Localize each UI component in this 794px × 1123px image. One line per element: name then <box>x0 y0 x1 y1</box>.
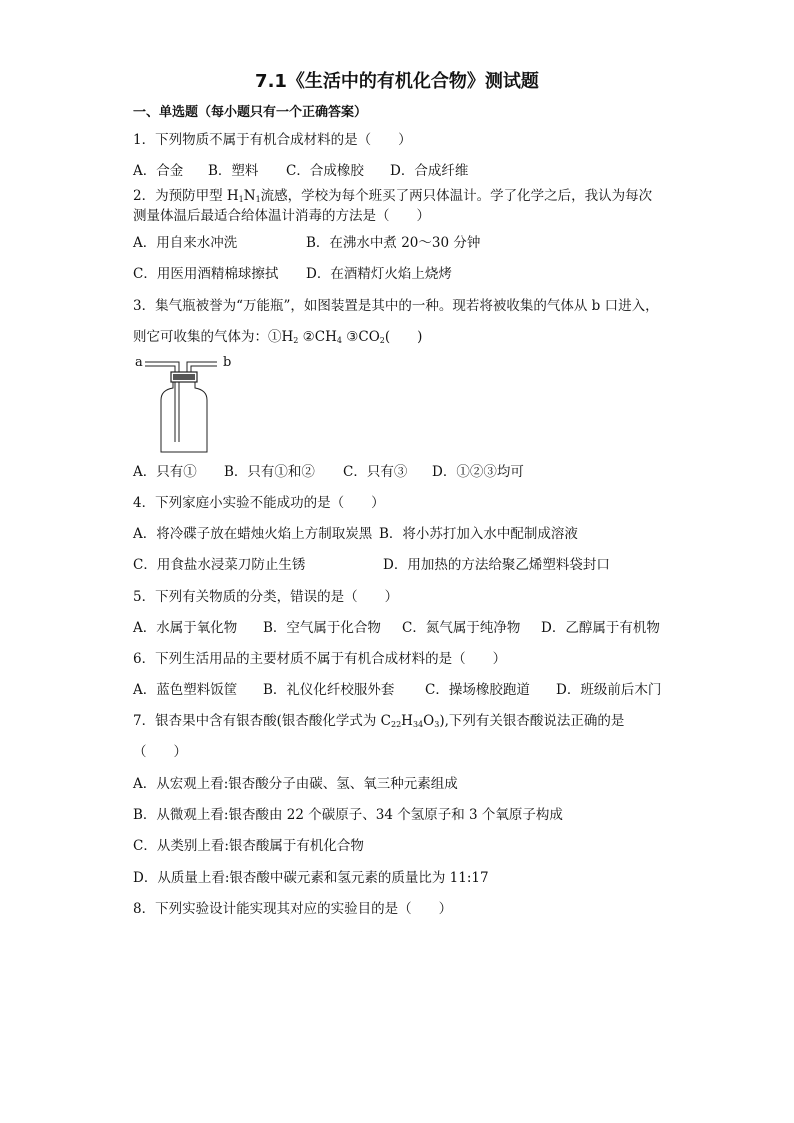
q4-option-a: A．将冷碟子放在蜡烛火焰上方制取炭黑 <box>133 526 373 542</box>
port-b-label: b <box>223 355 232 370</box>
q2-option-c: C．用医用酒精棉球擦拭 <box>133 266 279 282</box>
question-8-stem: 8．下列实验设计能实现其对应的实验目的是（ ） <box>133 901 453 917</box>
q6-option-b: B．礼仪化纤校服外套 <box>263 682 395 698</box>
port-a-label: a <box>135 355 143 370</box>
q2-option-d: D．在酒精灯火焰上烧烤 <box>306 266 452 282</box>
question-2-stem-cont: 测量体温后最适合给体温计消毒的方法是（ ） <box>133 208 430 224</box>
q3-option-c: C．只有③ <box>343 464 408 480</box>
q7-option-a: A．从宏观上看:银杏酸分子由碳、氢、氧三种元素组成 <box>133 776 458 792</box>
q1-option-a: A．合金 <box>133 163 184 179</box>
q5-option-c: C．氮气属于纯净物 <box>402 620 521 636</box>
section-heading: 一、单选题（每小题只有一个正确答案） <box>133 105 368 120</box>
gas-collecting-bottle-figure <box>133 352 243 458</box>
q3-option-d: D．①②③均可 <box>432 464 524 480</box>
question-6-stem: 6．下列生活用品的主要材质不属于有机合成材料的是（ ） <box>133 651 507 667</box>
question-7-stem: 7．银杏果中含有银杏酸(银杏酸化学式为 $C_{22}H_{34}O_3$),下列有关银杏酸说法正确的是 <box>133 713 625 729</box>
question-1-stem: 1．下列物质不属于有机合成材料的是（ ） <box>133 132 412 148</box>
q7-option-d: D．从质量上看:银杏酸中碳元素和氢元素的质量比为 11:17 <box>133 870 489 886</box>
q7-option-c: C．从类别上看:银杏酸属于有机化合物 <box>133 838 364 854</box>
question-4-stem: 4．下列家庭小实验不能成功的是（ ） <box>133 495 385 511</box>
question-3-stem: 3．集气瓶被誉为“万能瓶”，如图装置是其中的一种。现若将被收集的气体从 b 口进入， <box>133 298 659 314</box>
q1-option-d: D．合成纤维 <box>390 163 469 179</box>
q1-option-c: C．合成橡胶 <box>286 163 364 179</box>
q1-option-b: B．塑料 <box>208 163 259 179</box>
q5-option-a: A．水属于氧化物 <box>133 620 238 636</box>
q5-option-b: B．空气属于化合物 <box>263 620 381 636</box>
q5-option-d: D．乙醇属于有机物 <box>541 620 660 636</box>
question-3-stem-cont: 则它可收集的气体为：$①H_2$ $②CH_4$ $③CO_2$( ) <box>133 329 423 345</box>
q6-option-a: A．蓝色塑料饭筐 <box>133 682 238 698</box>
q4-option-d: D．用加热的方法给聚乙烯塑料袋封口 <box>383 557 610 573</box>
q4-option-c: C．用食盐水浸菜刀防止生锈 <box>133 557 306 573</box>
q6-option-d: D．班级前后木门 <box>556 682 662 698</box>
q2-option-b: B．在沸水中煮 20～30 分钟 <box>306 235 481 251</box>
question-2-stem: 2．为预防甲型 $H_1N_1$流感，学校为每个班买了两只体温计。学了化学之后，我认为每次 <box>133 188 653 204</box>
question-7-stem-cont: （ ） <box>133 744 187 760</box>
question-5-stem: 5．下列有关物质的分类，错误的是（ ） <box>133 589 399 605</box>
q6-option-c: C．操场橡胶跑道 <box>425 682 530 698</box>
q7-option-b: B．从微观上看:银杏酸由 22 个碳原子、34 个氢原子和 3 个氧原子构成 <box>133 807 563 823</box>
q4-option-b: B．将小苏打加入水中配制成溶液 <box>379 526 578 542</box>
page-title: 7.1《生活中的有机化合物》测试题 <box>255 71 539 92</box>
q3-option-a: A．只有① <box>133 464 197 480</box>
q3-option-b: B．只有①和② <box>224 464 315 480</box>
q2-option-a: A．用自来水冲洗 <box>133 235 238 251</box>
